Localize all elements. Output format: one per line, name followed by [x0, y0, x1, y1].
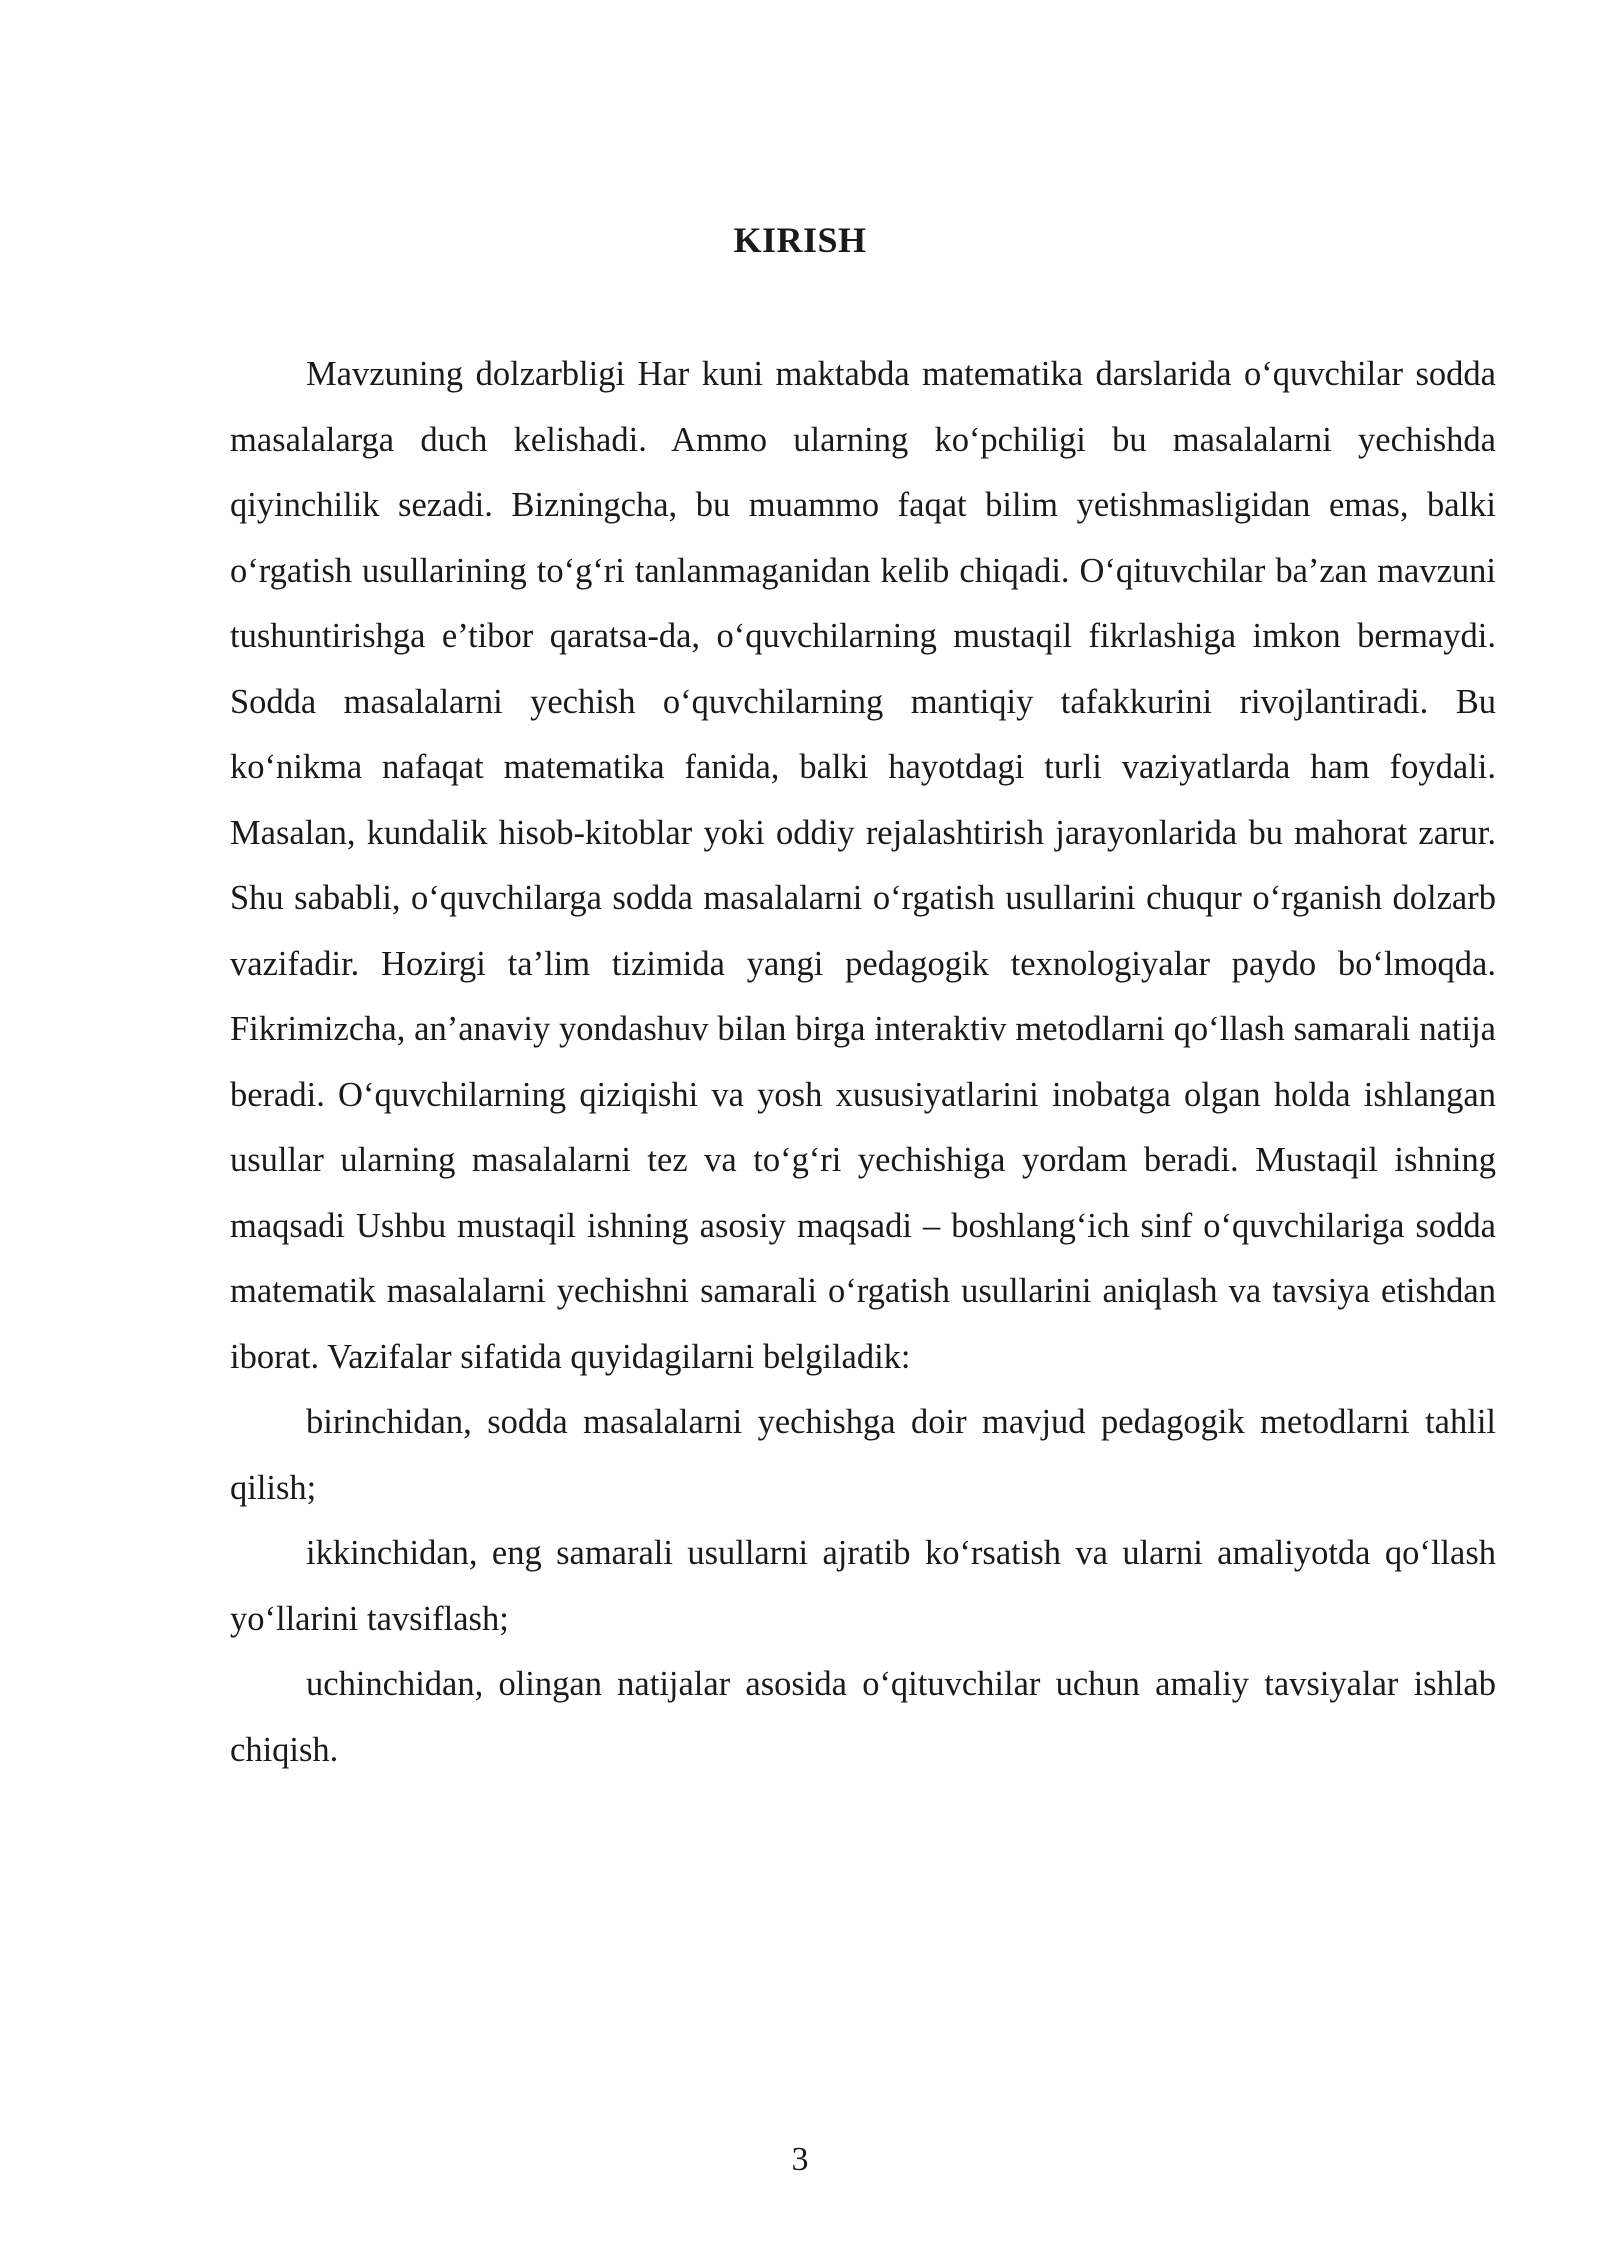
paragraph-intro: Mavzuning dolzarbligi Har kuni maktabda matematika darslarida o‘quvchilar sodda masalalarga duch kelishadi. Ammo ularning ko‘pchiligi bu masalalarni yechishda qiyinchilik sezadi. Bizningcha, bu muammo faqat bilim yetishmasligidan emas, balki o‘rgatish usullarining to‘g‘ri tanlanmaganidan kelib chiqadi. O‘qituvchilar ba’zan mavzuni tushuntirishga e’tibor qaratsa-da, o‘quvchilarning mustaqil fikrlashiga imkon bermaydi. Sodda masalalarni yechish o‘quvchilarning mantiqiy tafakkurini rivojlantiradi. Bu ko‘nikma nafaqat matematika fanida, balki hayotdagi turli vaziyatlarda ham foydali. Masalan, kundalik hisob-kitoblar yoki oddiy rejalashtirish jarayonlarida bu mahorat zarur. Shu sababli, o‘quvchilarga sodda masalalarni o‘rgatish usullarini chuqur o‘rganish dolzarb vazifadir. Hozirgi ta’lim tizimida yangi pedagogik texnologiyalar paydo bo‘lmoqda. Fikrimizcha, an’anaviy yondashuv bilan birga interaktiv metodlarni qo‘llash samarali natija beradi. O‘quvchilarning qiziqishi va yosh xususiyatlarini inobatga olgan holda ishlangan usullar ularning masalalarni tez va to‘g‘ri yechishiga yordam beradi. Mustaqil ishning maqsadi Ushbu mustaqil ishning asosiy maqsadi – boshlang‘ich sinf o‘quvchilariga sodda matematik masalalarni yechishni samarali o‘rgatish usullarini aniqlash va tavsiya etishdan iborat. Vazifalar sifatida quyidagilarni belgiladik:	[230, 355, 1496, 1376]
body-text	[230, 342, 1496, 1783]
paragraph-task-2: ikkinchidan, eng samarali usullarni ajratib ko‘rsatish va ularni amaliyotda qo‘llash yo‘llarini tavsiflash;	[230, 1534, 1496, 1638]
page-title: KIRISH	[733, 220, 867, 260]
page-number: 3	[791, 2141, 809, 2178]
paragraph-task-1: birinchidan, sodda masalalarni yechishga doir mavjud pedagogik metodlarni tahlil qilish;	[230, 1403, 1496, 1507]
paragraph-task-3: uchinchidan, olingan natijalar asosida o‘qituvchilar uchun amaliy tavsiyalar ishlab chiqish.	[230, 1665, 1496, 1769]
